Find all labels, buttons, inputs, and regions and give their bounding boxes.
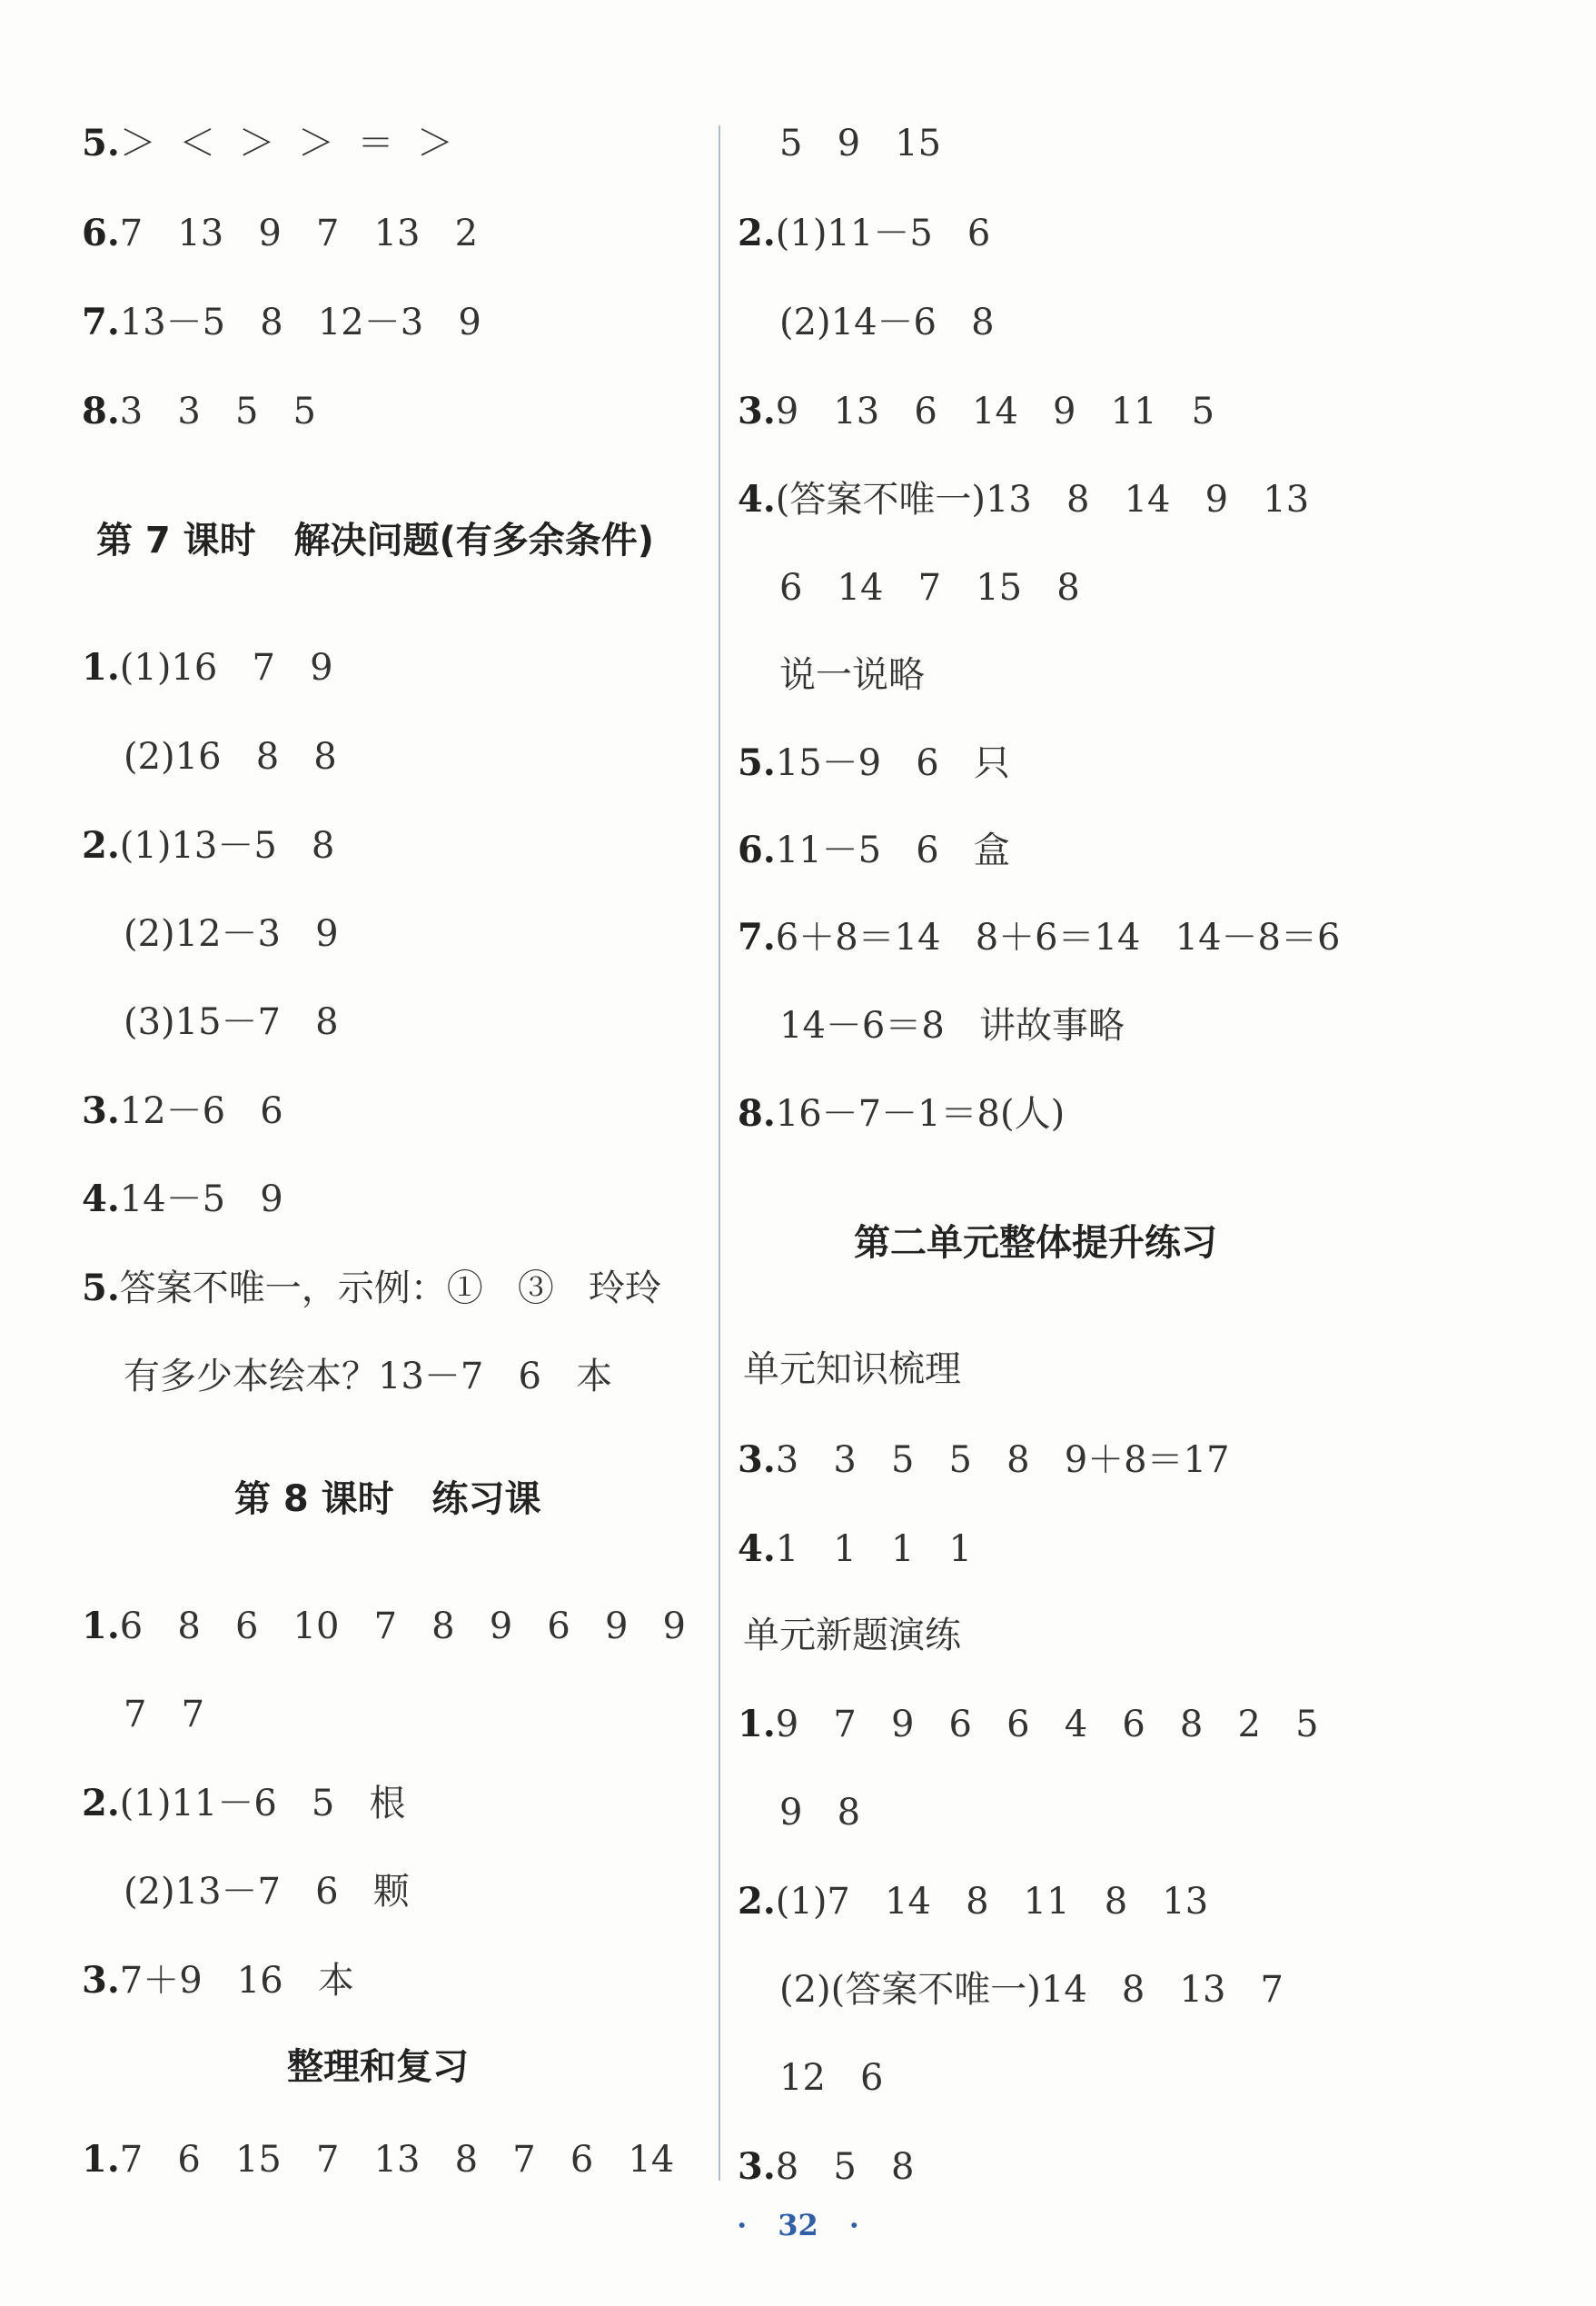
answer-line: 12 6 bbox=[779, 2057, 884, 2099]
page-number: · 32 · bbox=[737, 2208, 859, 2242]
answer-line: 9 8 bbox=[779, 1792, 861, 1834]
answer-line: 7.6＋8＝14 8＋6＝14 14－8＝6 bbox=[738, 916, 1341, 959]
answer-line: 1.9 7 9 6 6 4 6 8 2 5 bbox=[738, 1703, 1319, 1745]
answer-line: 有多少本绘本？13－7 6 本 bbox=[124, 1356, 613, 1397]
answer-line: 3.8 5 8 bbox=[738, 2145, 915, 2188]
answer-line: 6.7 13 9 7 13 2 bbox=[82, 212, 479, 254]
answer-line: (2)16 8 8 bbox=[124, 736, 337, 778]
answer-line: 2.(1)7 14 8 11 8 13 bbox=[738, 1880, 1209, 1923]
answer-line: 8.3 3 5 5 bbox=[82, 390, 316, 432]
answer-line: 5.15－9 6 只 bbox=[738, 741, 1010, 784]
answer-line: 说一说略 bbox=[779, 654, 925, 696]
answer-line: 8.16－7－1＝8(人) bbox=[738, 1092, 1066, 1135]
answer-line: 3.7＋9 16 本 bbox=[82, 1959, 354, 2002]
section-heading-lesson-8: 第 8 课时 练习课 bbox=[234, 1478, 541, 1520]
answer-line: 5.答案不唯一，示例：① ③ 玲玲 bbox=[82, 1267, 662, 1309]
answer-line: 1.(1)16 7 9 bbox=[82, 646, 333, 689]
answer-line: (2)14－6 8 bbox=[779, 302, 995, 343]
answer-line: (3)15－7 8 bbox=[124, 1001, 339, 1043]
subsection-heading: 单元新题演练 bbox=[743, 1615, 961, 1656]
answer-line: 14－6＝8 讲故事略 bbox=[779, 1005, 1125, 1047]
answer-line: 3.12－6 6 bbox=[82, 1089, 283, 1132]
answer-line: (2)(答案不唯一)14 8 13 7 bbox=[779, 1969, 1284, 2011]
answer-line: 3.3 3 5 5 8 9＋8＝17 bbox=[738, 1438, 1230, 1481]
answer-line: 2.(1)13－5 8 bbox=[82, 824, 335, 867]
answer-line: 7.13－5 8 12－3 9 bbox=[82, 301, 481, 343]
answer-line: 5 9 15 bbox=[779, 123, 942, 164]
answer-line: (2)12－3 9 bbox=[124, 913, 339, 955]
answer-line: 1.6 8 6 10 7 8 9 6 9 9 bbox=[82, 1605, 687, 1647]
section-heading-unit-2: 第二单元整体提升练习 bbox=[854, 1222, 1217, 1264]
answer-line: 2.(1)11－5 6 bbox=[738, 212, 991, 254]
answer-line: 4.(答案不唯一)13 8 14 9 13 bbox=[738, 478, 1310, 521]
section-heading-review: 整理和复习 bbox=[287, 2046, 469, 2088]
answer-line: 1.7 6 15 7 13 8 7 6 14 bbox=[82, 2138, 675, 2181]
answer-line: 6 14 7 15 8 bbox=[779, 567, 1080, 609]
answer-line: 3.9 13 6 14 9 11 5 bbox=[738, 390, 1215, 432]
answer-line: (2)13－7 6 颗 bbox=[124, 1871, 410, 1913]
answer-line: 7 7 bbox=[124, 1694, 205, 1735]
answer-line: 4.1 1 1 1 bbox=[738, 1527, 972, 1570]
answer-line: 5.＞ ＜ ＞ ＞ ＝ ＞ bbox=[82, 122, 453, 164]
section-heading-lesson-7: 第 7 课时 解决问题(有多余条件) bbox=[96, 520, 655, 562]
answer-line: 4.14－5 9 bbox=[82, 1178, 283, 1220]
subsection-heading: 单元知识梳理 bbox=[743, 1348, 961, 1390]
answer-line: 2.(1)11－6 5 根 bbox=[82, 1782, 406, 1824]
answer-line: 6.11－5 6 盒 bbox=[738, 829, 1010, 871]
column-divider bbox=[719, 125, 720, 2181]
